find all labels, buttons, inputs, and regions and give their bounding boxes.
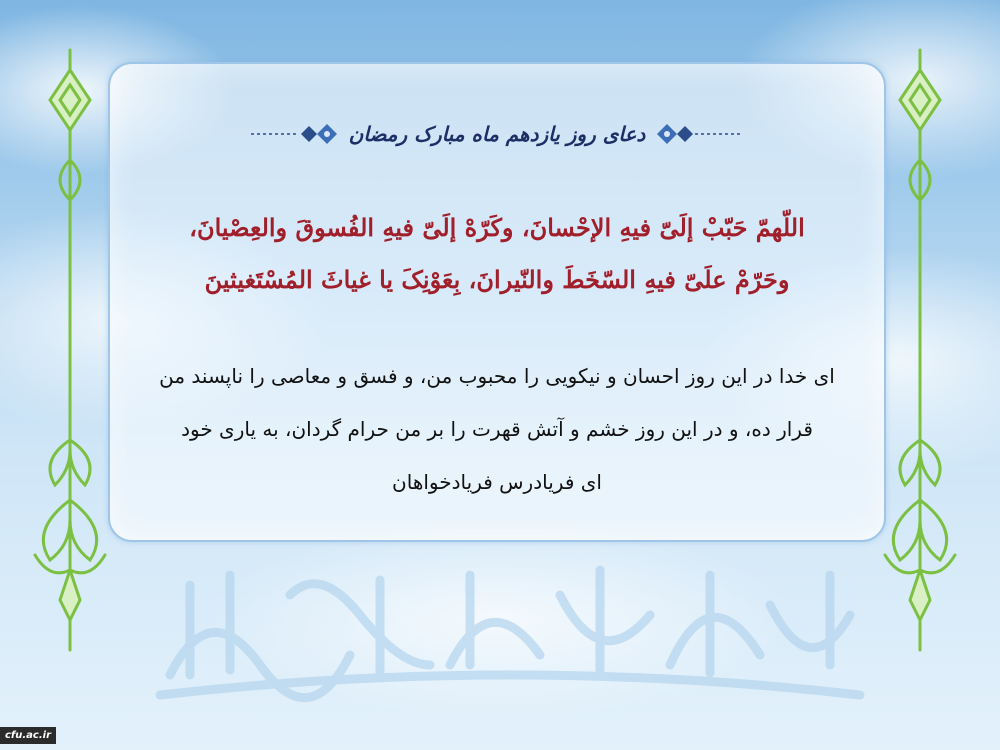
prayer-panel: [108, 62, 886, 542]
rosette-ornament-icon: [249, 121, 339, 147]
page-title: دعای روز یازدهم ماه مبارک رمضان: [348, 122, 646, 146]
persian-line-3: ای فریادرس فریادخواهان: [392, 470, 602, 494]
arabic-line-2: وحَرّمْ علَیّ فیهِ السّخَطَ والنّیرانَ، بِعَوْنِکَ یا غیاثَ المُسْتَغیثینَ: [204, 265, 790, 294]
title-row: [110, 114, 884, 154]
background-calligraphy: [150, 555, 870, 705]
persian-line-2: قرار ده، و در این روز خشم و آتش قهرت را بر من حرام گردان، به یاری خود: [181, 417, 813, 441]
persian-translation: [150, 350, 844, 509]
site-badge: cfu.ac.ir: [0, 727, 56, 744]
arabic-line-1: اللّهمّ حَبّبْ إلَیّ فیهِ الإحْسانَ، وکَرّهْ إلَیّ فیهِ الفُسوقَ والعِصْیانَ،: [189, 213, 805, 242]
arabic-prayer-text: [140, 202, 854, 306]
left-vine-ornament: [30, 40, 110, 660]
persian-line-1: ای خدا در این روز احسان و نیکویی را محبوب من، و فسق و معاصی را ناپسند من: [159, 364, 835, 388]
right-vine-ornament: [880, 40, 960, 660]
rosette-ornament-icon: [655, 121, 745, 147]
